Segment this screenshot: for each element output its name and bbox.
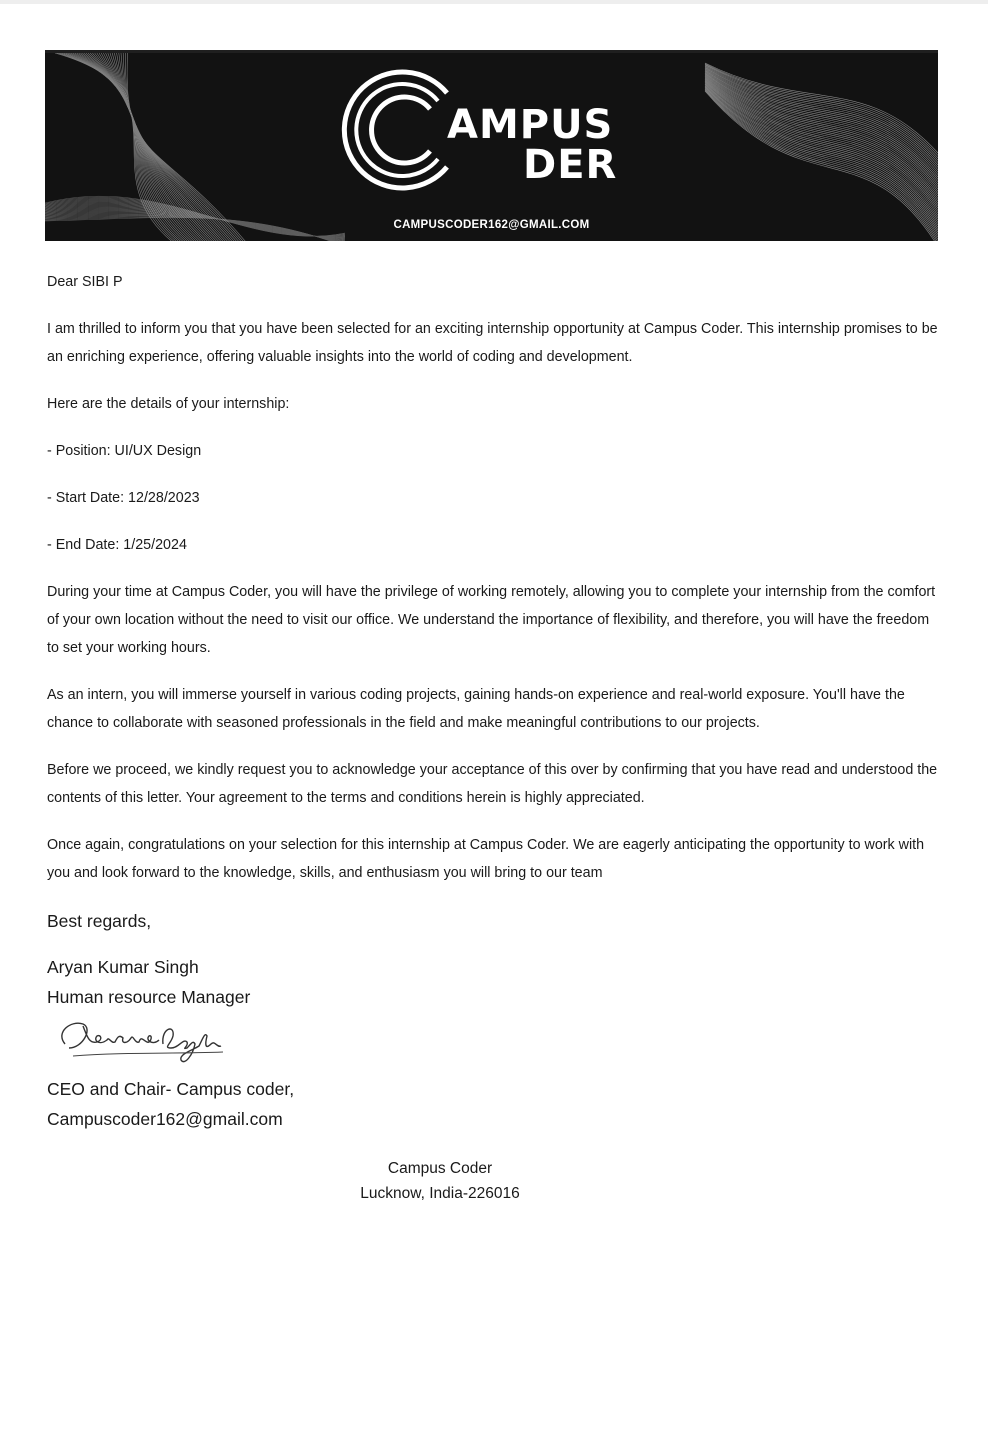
signer-title: Human resource Manager <box>47 987 251 1007</box>
signature <box>47 1012 942 1074</box>
letterhead-banner <box>45 50 938 241</box>
closing: Best regards, <box>47 911 152 931</box>
greeting: Dear SIBI P <box>47 274 123 290</box>
campus-coder-logo-icon <box>335 65 465 195</box>
address-company: Campus Coder <box>387 1160 493 1177</box>
signer-name: Aryan Kumar Singh <box>47 957 199 977</box>
details-heading: Here are the details of your internship: <box>47 396 290 412</box>
detail-end-date: - End Date: 1/25/2024 <box>47 537 187 553</box>
company-address <box>340 1156 540 1206</box>
logo-text-campus: AMPUS <box>447 102 614 148</box>
contact-email: Campuscoder162@gmail.com <box>47 1109 283 1129</box>
acceptance-paragraph: Before we proceed, we kindly request you to acknowledge your acceptance of this over by confirming that you have read and understood the contents of this letter. Your agreement to the terms and conditions herein is highly appreciated. <box>47 762 938 806</box>
letter-body <box>47 268 942 1134</box>
remote-work-paragraph: During your time at Campus Coder, you will have the privilege of working remotely, allowing you to complete your internship from the comfort of your own location without the need to visit our office. We understand the importance of flexibility, and therefore, you will have the freedom to set your working hours. <box>47 584 936 656</box>
ceo-line: CEO and Chair- Campus coder, <box>47 1079 295 1099</box>
logo-text-coder: DER <box>523 142 618 188</box>
congratulations-paragraph: Once again, congratulations on your selection for this internship at Campus Coder. We are eagerly anticipating the opportunity to work with you and look forward to the knowledge, skills, and enthusiasm you will bring to our team <box>47 837 925 881</box>
intro-paragraph: I am thrilled to inform you that you have been selected for an exciting internship opportunity at Campus Coder. This internship promises to be an enriching experience, offering valuable insights into the world of coding and development. <box>47 321 938 365</box>
address-location: Lucknow, India-226016 <box>360 1185 520 1202</box>
banner-email: CAMPUSCODER162@GMAIL.COM <box>393 219 590 231</box>
page-top-strip <box>0 0 988 4</box>
detail-start-date: - Start Date: 12/28/2023 <box>47 490 200 506</box>
handwritten-signature-icon <box>53 1014 233 1072</box>
projects-paragraph: As an intern, you will immerse yourself in various coding projects, gaining hands-on experience and real-world exposure. You'll have the chance to collaborate with seasoned professionals in the field and make meaningful contributions to our projects. <box>47 687 905 731</box>
detail-position: - Position: UI/UX Design <box>47 443 202 459</box>
